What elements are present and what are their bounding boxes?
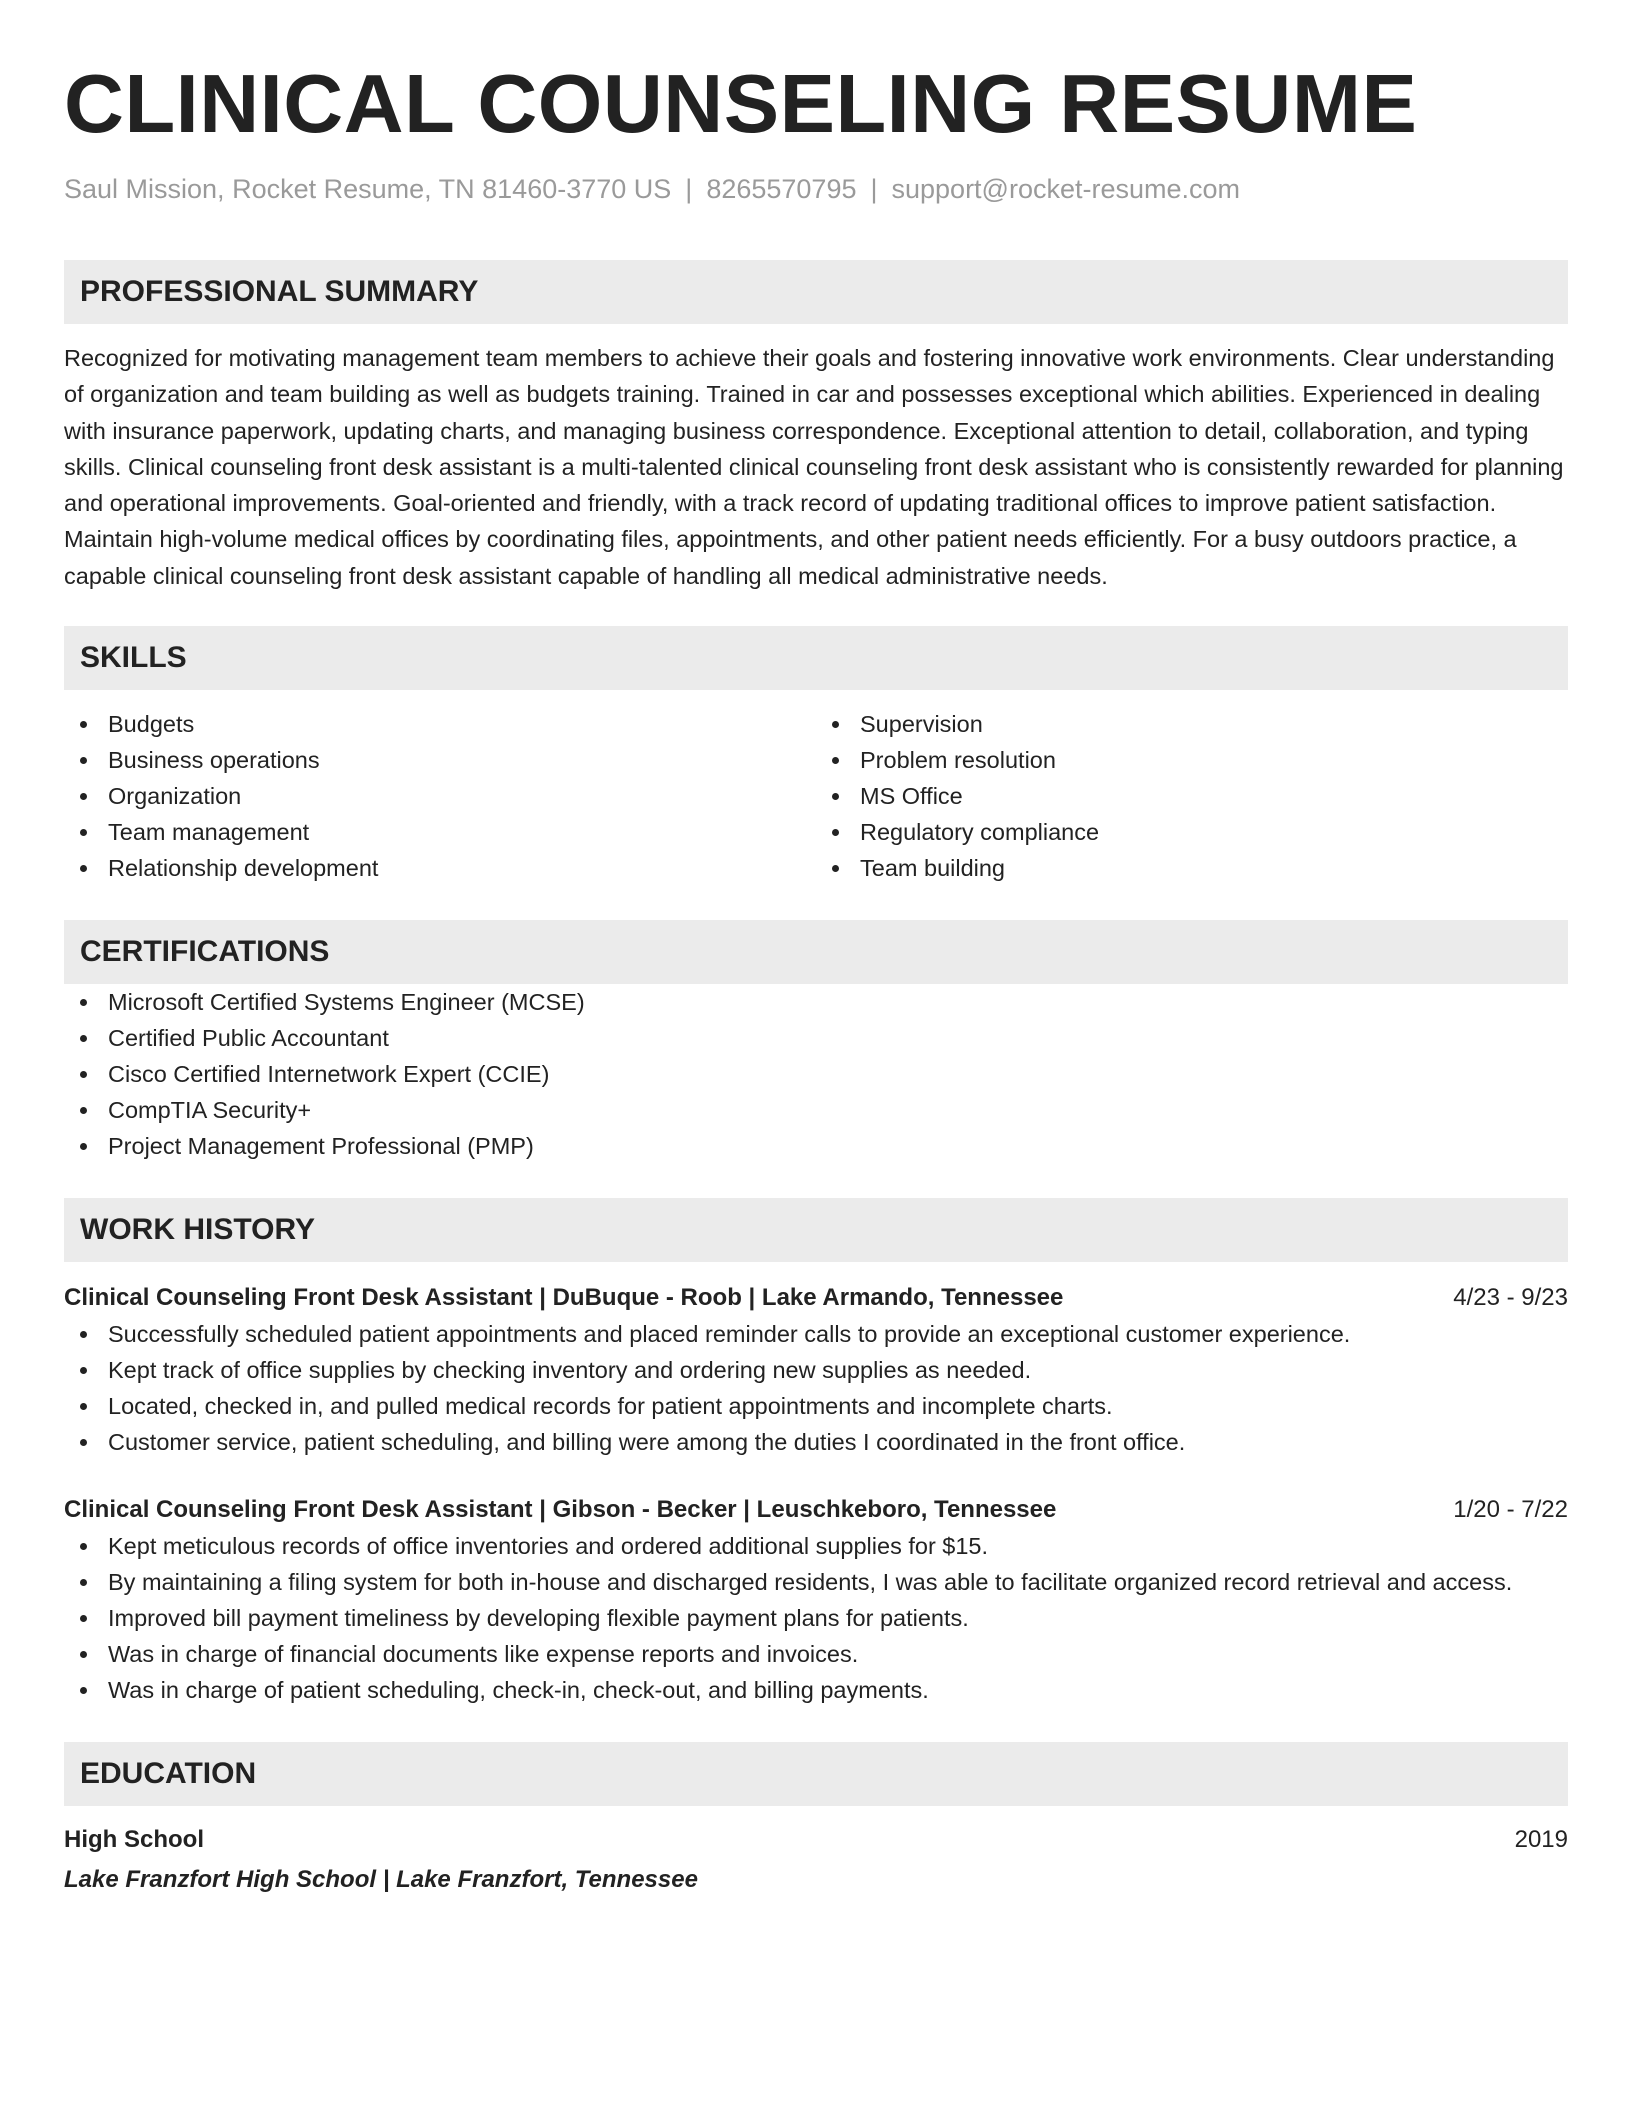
- certifications-list: [64, 984, 1568, 1164]
- bullet-icon: [80, 1439, 87, 1446]
- contact-line: [64, 172, 1568, 206]
- job-duty-item: Kept track of office supplies by checking inventory and ordering new supplies as needed.: [64, 1352, 1568, 1388]
- bullet-icon: [80, 1107, 87, 1114]
- skill-item: MS Office: [816, 778, 1568, 814]
- summary-text: Recognized for motivating management team members to achieve their goals and fostering innovative work environments. Clear understanding of organization and team building as well as budgets training. Trained in car and possesses exceptional which abilities. Experienced in dealing with insurance paperwork, updating charts, and managing business correspondence. Exceptional attention to detail, collaboration, and typing skills. Clinical counseling front desk assistant is a multi-talented clinical counseling front desk assistant who is consistently rewarded for planning and operational improvements. Goal-oriented and friendly, with a track record of updating traditional offices to improve patient satisfaction. Maintain high-volume medical offices by coordinating files, appointments, and other patient needs efficiently. For a busy outdoors practice, a capable clinical counseling front desk assistant capable of handling all medical administrative needs.: [64, 345, 1564, 589]
- bullet-icon: [80, 757, 87, 764]
- job-duty-item: Was in charge of patient scheduling, check-in, check-out, and billing payments.: [64, 1672, 1568, 1708]
- bullet-icon: [80, 999, 87, 1006]
- bullet-icon: [80, 1403, 87, 1410]
- contact-address: Saul Mission, Rocket Resume, TN 81460-3770 US: [64, 174, 672, 204]
- job-duty-item: Located, checked in, and pulled medical records for patient appointments and incomplete charts.: [64, 1388, 1568, 1424]
- education-year: 2019: [1514, 1826, 1568, 1854]
- summary-heading: PROFESSIONAL SUMMARY: [64, 260, 1568, 324]
- job-dates: 1/20 - 7/22: [1453, 1496, 1568, 1524]
- contact-separator: |: [685, 174, 693, 204]
- work-history-heading: WORK HISTORY: [64, 1198, 1568, 1262]
- job-duties-list: [64, 1316, 1568, 1460]
- education-heading: EDUCATION: [64, 1742, 1568, 1806]
- bullet-icon: [80, 793, 87, 800]
- bullet-icon: [80, 1651, 87, 1658]
- bullet-icon: [832, 865, 839, 872]
- contact-phone: 8265570795: [706, 174, 857, 204]
- skill-item: Supervision: [816, 706, 1568, 742]
- contact-separator: |: [870, 174, 878, 204]
- bullet-icon: [80, 1331, 87, 1338]
- job-title: Clinical Counseling Front Desk Assistant | Gibson - Becker | Leuschkeboro, Tennessee: [64, 1496, 1057, 1524]
- bullet-icon: [80, 1367, 87, 1374]
- skill-item: Problem resolution: [816, 742, 1568, 778]
- job-duties-list: [64, 1528, 1568, 1708]
- bullet-icon: [80, 829, 87, 836]
- skill-item: Team building: [816, 850, 1568, 886]
- contact-email: support@rocket-resume.com: [891, 174, 1241, 204]
- skills-column-left: [64, 706, 816, 886]
- job-dates: 4/23 - 9/23: [1453, 1284, 1568, 1312]
- job-duty-item: Was in charge of financial documents like expense reports and invoices.: [64, 1636, 1568, 1672]
- skills-grid: [64, 706, 1568, 886]
- skill-item: Regulatory compliance: [816, 814, 1568, 850]
- bullet-icon: [832, 793, 839, 800]
- certification-item: Certified Public Accountant: [64, 1020, 1568, 1056]
- bullet-icon: [80, 1143, 87, 1150]
- bullet-icon: [832, 829, 839, 836]
- skills-column-right: [816, 706, 1568, 886]
- job-duty-item: Kept meticulous records of office inventories and ordered additional supplies for $15.: [64, 1528, 1568, 1564]
- skill-item: Team management: [64, 814, 816, 850]
- bullet-icon: [80, 1579, 87, 1586]
- certification-item: CompTIA Security+: [64, 1092, 1568, 1128]
- job-duty-item: Successfully scheduled patient appointments and placed reminder calls to provide an exceptional customer experience.: [64, 1316, 1568, 1352]
- certification-item: Cisco Certified Internetwork Expert (CCIE): [64, 1056, 1568, 1092]
- bullet-icon: [80, 1687, 87, 1694]
- certification-item: Microsoft Certified Systems Engineer (MCSE): [64, 984, 1568, 1020]
- skill-item: Relationship development: [64, 850, 816, 886]
- certifications-heading: CERTIFICATIONS: [64, 920, 1568, 984]
- bullet-icon: [832, 757, 839, 764]
- certification-item: Project Management Professional (PMP): [64, 1128, 1568, 1164]
- job-duty-item: By maintaining a filing system for both in-house and discharged residents, I was able to facilitate organized record retrieval and access.: [64, 1564, 1568, 1600]
- skill-item: Organization: [64, 778, 816, 814]
- education-degree: High School: [64, 1826, 204, 1854]
- resume-title: CLINICAL COUNSELING RESUME: [64, 57, 1418, 150]
- skill-item: Business operations: [64, 742, 816, 778]
- job-header: [64, 1280, 1568, 1316]
- bullet-icon: [80, 1035, 87, 1042]
- skill-item: Budgets: [64, 706, 816, 742]
- job-header: [64, 1492, 1568, 1528]
- skills-heading: SKILLS: [64, 626, 1568, 690]
- education-school: Lake Franzfort High School | Lake Franzfort, Tennessee: [64, 1866, 698, 1894]
- bullet-icon: [80, 1615, 87, 1622]
- bullet-icon: [832, 721, 839, 728]
- job-duty-item: Customer service, patient scheduling, and billing were among the duties I coordinated in the front office.: [64, 1424, 1568, 1460]
- education-header: [64, 1822, 1568, 1858]
- job-duty-item: Improved bill payment timeliness by developing flexible payment plans for patients.: [64, 1600, 1568, 1636]
- bullet-icon: [80, 1071, 87, 1078]
- bullet-icon: [80, 1543, 87, 1550]
- job-title: Clinical Counseling Front Desk Assistant | DuBuque - Roob | Lake Armando, Tennessee: [64, 1284, 1064, 1312]
- bullet-icon: [80, 721, 87, 728]
- bullet-icon: [80, 865, 87, 872]
